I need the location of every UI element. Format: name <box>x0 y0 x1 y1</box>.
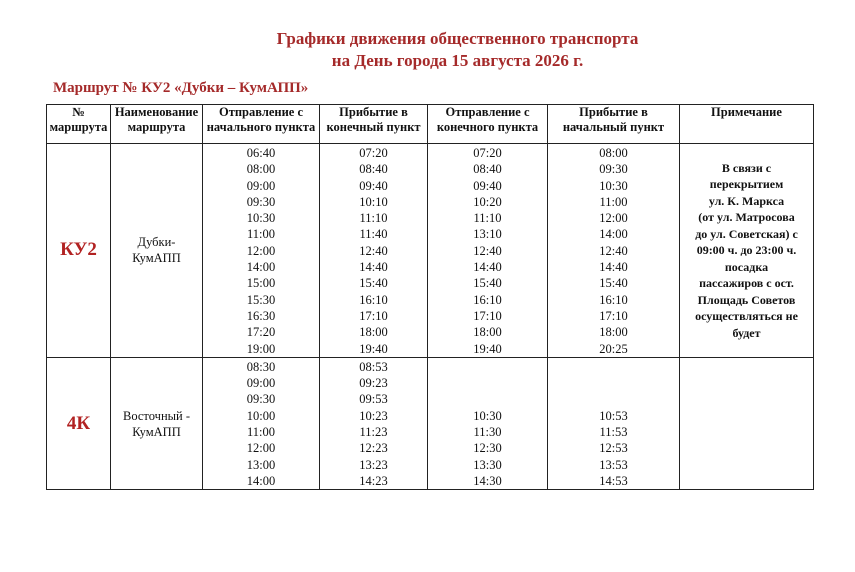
time-cell: 09:40 <box>359 178 388 193</box>
arrival-end-times <box>320 144 428 358</box>
departure-start-times <box>203 357 320 489</box>
route-name: Дубки- КумАПП <box>111 144 203 358</box>
time-cell: 09:30 <box>599 162 628 177</box>
time-cell <box>548 375 679 391</box>
time-cell: 10:00 <box>246 408 276 423</box>
time-cell: 17:20 <box>246 325 276 340</box>
route-number: 4К <box>47 357 111 489</box>
time-cell: 16:30 <box>246 308 276 323</box>
time-cell: 16:10 <box>599 292 628 307</box>
time-cell: 11:30 <box>473 425 502 440</box>
time-cell: 12:40 <box>473 243 502 258</box>
time-cell: 07:20 <box>359 146 388 160</box>
time-cell: 10:23 <box>359 408 388 423</box>
time-cell: 08:00 <box>246 162 276 177</box>
header-note: Примечание <box>680 105 814 144</box>
time-cell: 08:00 <box>599 146 628 160</box>
header-route-name: Наименование маршрута <box>111 105 203 144</box>
time-cell: 15:40 <box>473 276 502 291</box>
time-cell: 09:30 <box>246 194 276 209</box>
time-cell: 17:10 <box>473 308 502 323</box>
time-cell: 18:00 <box>359 325 388 340</box>
arrival-start-times <box>548 144 680 358</box>
time-cell: 11:00 <box>246 425 275 440</box>
time-cell: 08:40 <box>359 162 388 177</box>
time-cell <box>428 359 547 375</box>
time-cell: 12:23 <box>359 441 388 456</box>
time-cell <box>548 391 679 407</box>
route-name: Восточный - КумАПП <box>111 357 203 489</box>
departure-end-times <box>428 357 548 489</box>
time-cell: 15:00 <box>246 276 276 291</box>
header-departure-start: Отправление с начального пункта <box>203 105 320 144</box>
time-cell <box>428 375 547 391</box>
route-note <box>680 144 814 358</box>
time-cell: 12:40 <box>359 243 388 258</box>
time-cell: перекрытием <box>709 177 784 192</box>
time-cell: 17:10 <box>599 308 628 323</box>
time-cell: будет <box>732 325 761 340</box>
time-cell: 10:53 <box>599 408 628 423</box>
time-cell: 14:40 <box>359 260 388 275</box>
time-cell: 12:00 <box>246 441 276 456</box>
time-cell: 09:00 <box>246 178 276 193</box>
time-cell: 11:00 <box>246 227 275 242</box>
time-cell: до ул. Советская) с <box>695 226 798 241</box>
time-cell: пассажиров с ост. <box>699 276 794 291</box>
route-number: КУ2 <box>47 144 111 358</box>
time-cell: 09:00 ч. до 23:00 ч. <box>696 243 797 258</box>
time-cell: 16:10 <box>359 292 388 307</box>
time-cell <box>548 359 679 375</box>
route-heading: Маршрут № КУ2 «Дубки – КумАПП» <box>53 80 309 96</box>
time-cell: 09:53 <box>359 392 388 407</box>
time-cell: 10:30 <box>246 211 276 226</box>
time-cell: 09:23 <box>359 376 388 391</box>
header-departure-end: Отправление с конечного пункта <box>428 105 548 144</box>
time-cell: 10:20 <box>473 194 502 209</box>
time-cell: 14:00 <box>599 227 628 242</box>
header-arrival-end: Прибытие в конечный пункт <box>320 105 428 144</box>
time-cell: 14:40 <box>473 260 502 275</box>
time-cell: В связи с <box>721 160 772 175</box>
time-cell: 13:53 <box>599 457 628 472</box>
time-cell: 15:40 <box>599 276 628 291</box>
schedule-table <box>46 104 814 490</box>
route-row-ku2 <box>47 144 814 358</box>
time-cell: 19:00 <box>246 341 276 356</box>
title-line-2: на День города 15 августа 2026 г. <box>331 51 584 70</box>
time-cell: 19:40 <box>359 341 388 356</box>
title-line-1: Графики движения общественного транспорта <box>276 29 639 48</box>
time-cell: 08:30 <box>246 359 276 374</box>
time-cell: 09:30 <box>246 392 276 407</box>
time-cell: 08:53 <box>359 359 388 374</box>
time-cell: 19:40 <box>473 341 502 356</box>
time-cell: осуществляться не <box>695 309 798 324</box>
route-row-4k <box>47 357 814 489</box>
time-cell: ул. К. Маркса <box>708 193 785 208</box>
page-title <box>0 28 855 72</box>
time-cell: 13:10 <box>473 227 502 242</box>
time-cell: 11:40 <box>359 227 388 242</box>
header-route-number: № маршрута <box>47 105 111 144</box>
time-cell: 14:23 <box>359 473 388 488</box>
time-cell: 14:53 <box>599 473 628 488</box>
time-cell: посадка <box>724 259 769 274</box>
time-cell: 17:10 <box>359 308 388 323</box>
time-cell: 14:00 <box>246 260 276 275</box>
arrival-start-times <box>548 357 680 489</box>
time-cell: 13:30 <box>473 457 502 472</box>
time-cell: 09:40 <box>473 178 502 193</box>
time-cell: 14:40 <box>599 260 628 275</box>
time-cell: 11:23 <box>359 425 388 440</box>
time-cell: 12:53 <box>599 441 628 456</box>
time-cell: 12:00 <box>246 243 276 258</box>
time-cell: 12:30 <box>473 441 502 456</box>
time-cell: 18:00 <box>473 325 502 340</box>
route-note-empty <box>680 357 814 489</box>
time-cell: 20:25 <box>599 341 628 356</box>
time-cell: 18:00 <box>599 325 628 340</box>
time-cell: 10:10 <box>359 194 388 209</box>
time-cell: 16:10 <box>473 292 502 307</box>
time-cell: 10:30 <box>599 178 628 193</box>
time-cell: 13:23 <box>359 457 388 472</box>
time-cell: (от ул. Матросова <box>698 210 795 225</box>
departure-start-times <box>203 144 320 358</box>
time-cell: 15:40 <box>359 276 388 291</box>
time-cell: 12:00 <box>599 211 628 226</box>
time-cell: 09:00 <box>246 376 276 391</box>
time-cell: 14:00 <box>246 473 276 488</box>
arrival-end-times <box>320 357 428 489</box>
time-cell: 07:20 <box>473 146 502 160</box>
time-cell: 08:40 <box>473 162 502 177</box>
time-cell: 14:30 <box>473 473 502 488</box>
time-cell: 13:00 <box>246 457 276 472</box>
time-cell: 11:10 <box>473 211 502 226</box>
departure-end-times <box>428 144 548 358</box>
time-cell: 11:53 <box>599 425 628 440</box>
header-arrival-start: Прибытие в начальный пункт <box>548 105 680 144</box>
time-cell: 12:40 <box>599 243 628 258</box>
header-row <box>47 105 814 144</box>
time-cell <box>428 391 547 407</box>
time-cell: Площадь Советов <box>697 292 796 307</box>
time-cell: 10:30 <box>473 408 502 423</box>
time-cell: 15:30 <box>246 292 276 307</box>
time-cell: 11:00 <box>599 194 628 209</box>
time-cell: 06:40 <box>246 146 276 160</box>
time-cell: 11:10 <box>359 211 388 226</box>
